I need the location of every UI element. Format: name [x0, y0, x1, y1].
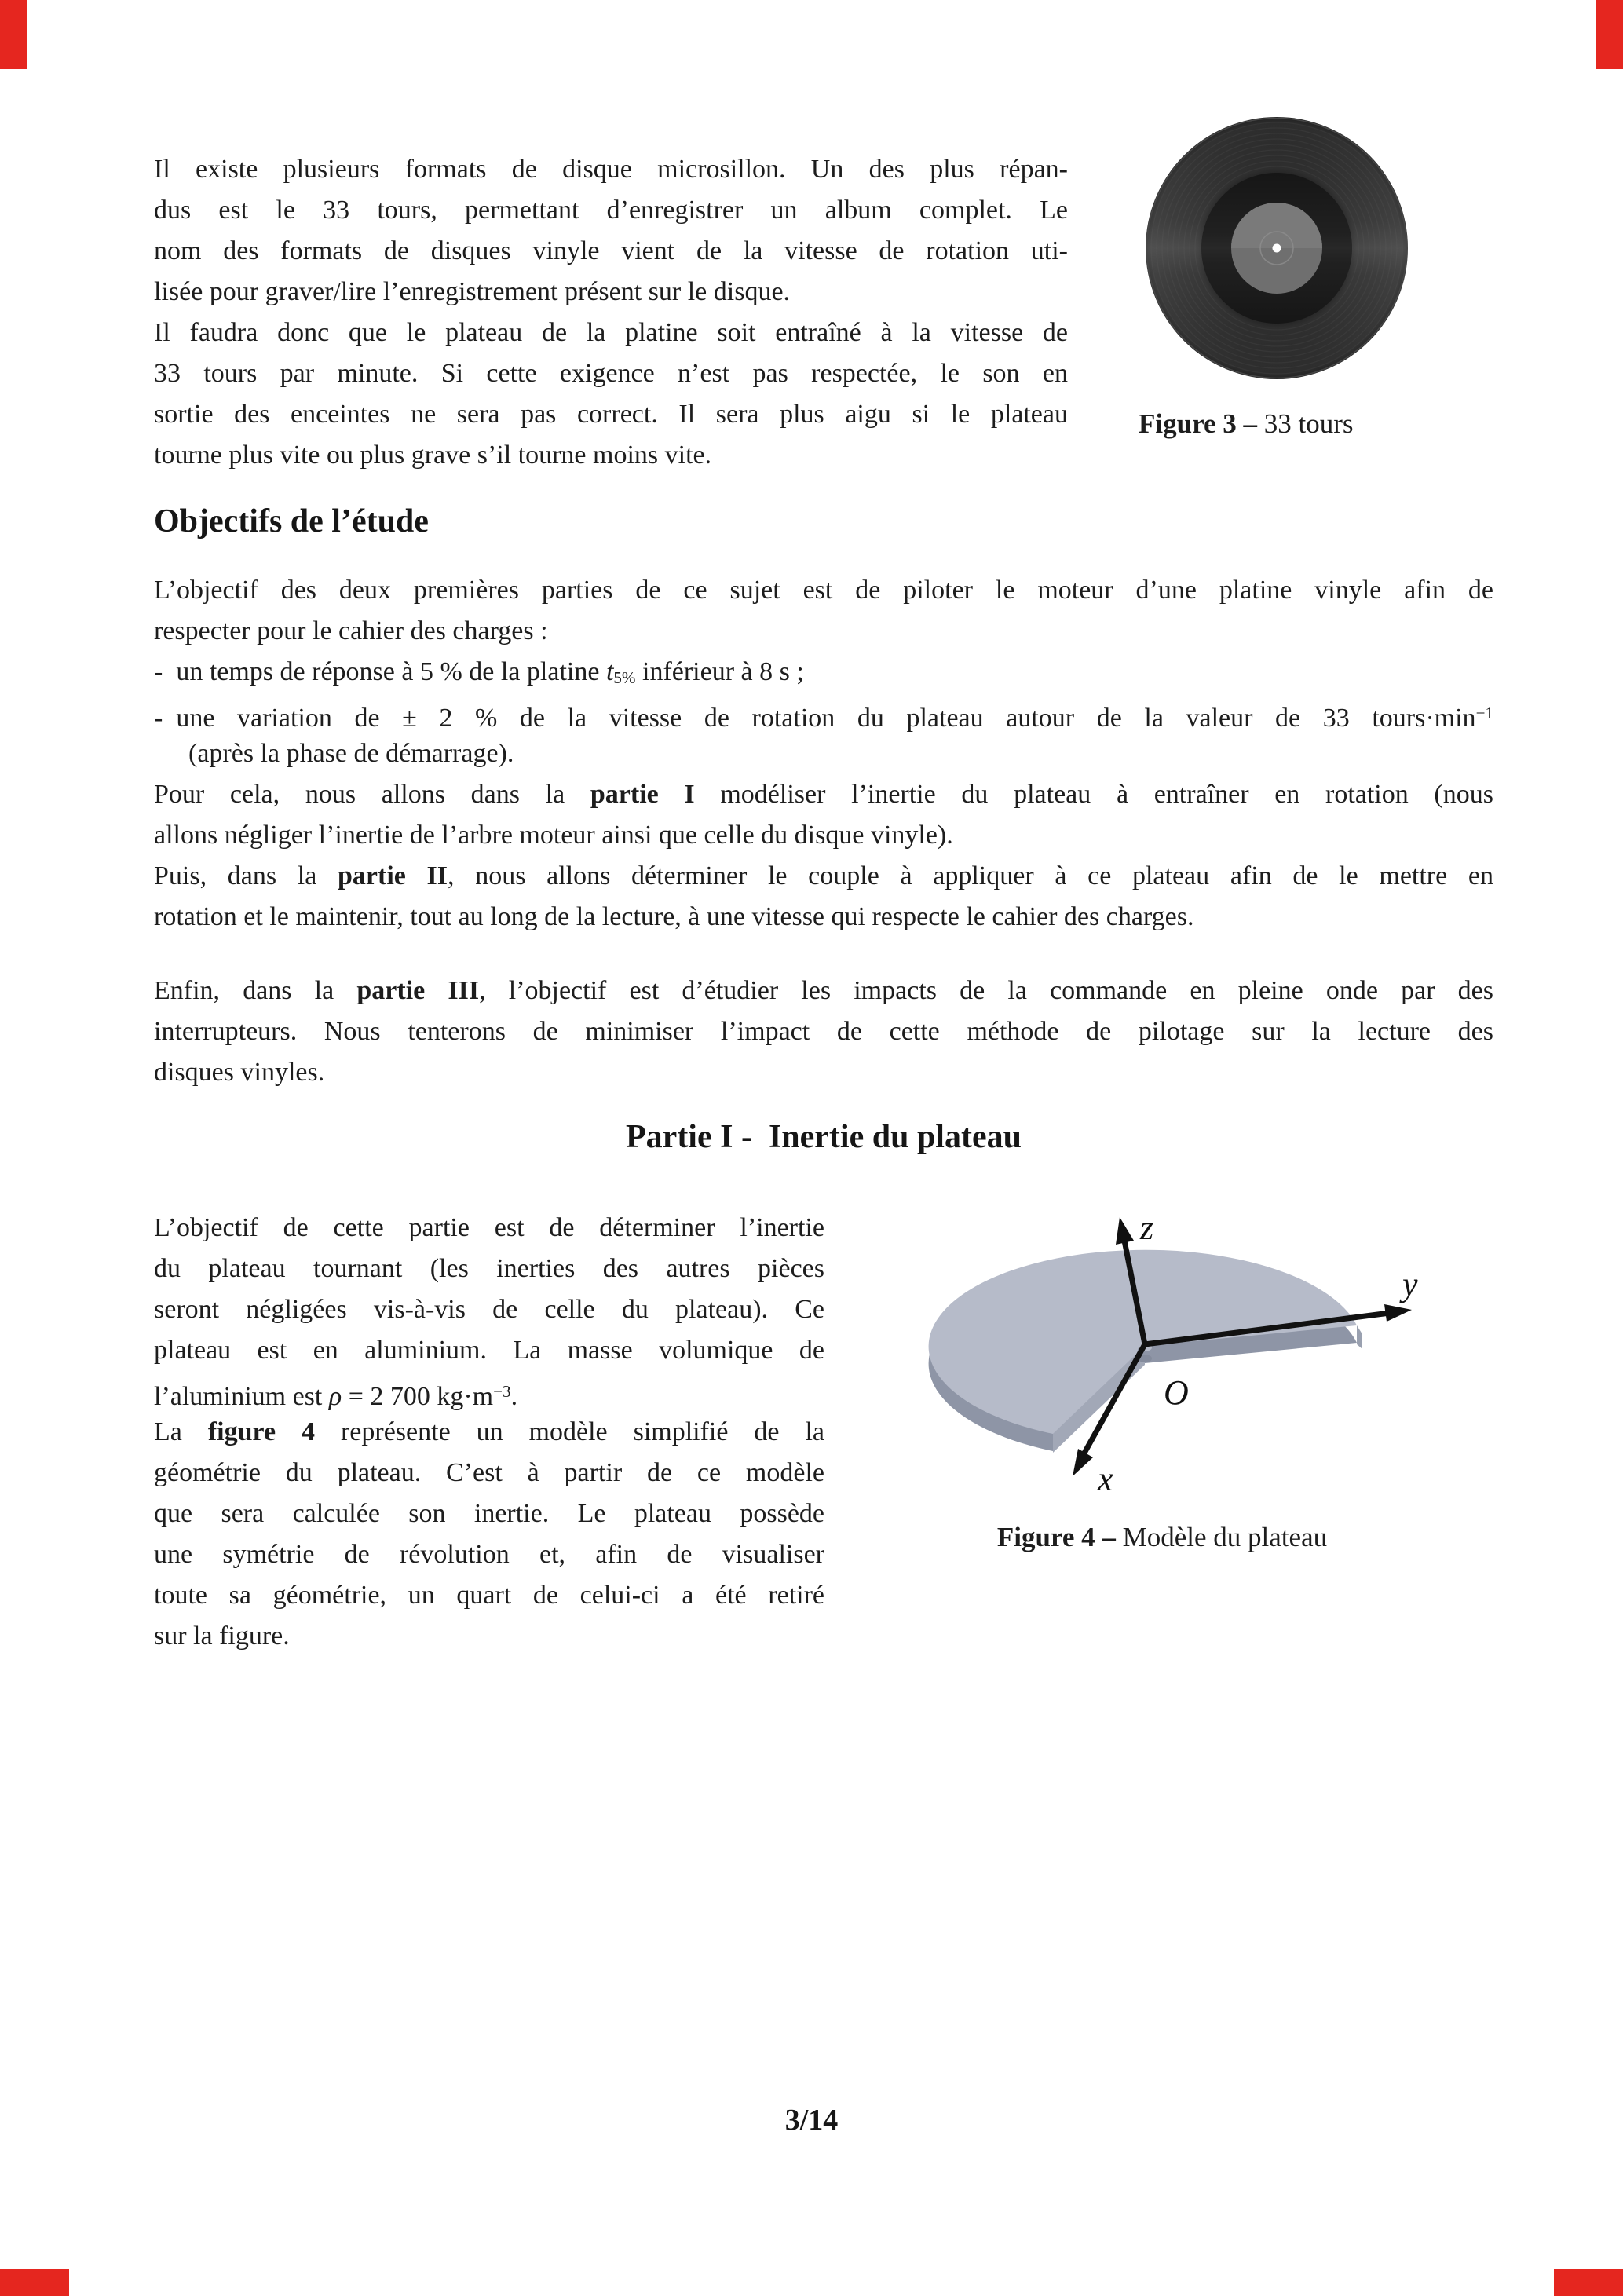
text-line: du plateau tournant (les inerties des autres pièces — [154, 1254, 824, 1283]
plateau-model-figure — [848, 1172, 1445, 1533]
text-line: La figure 4 représente un modèle simplifié de la — [154, 1417, 824, 1446]
corner-mark-bottom-right — [1554, 2269, 1623, 2296]
section-heading-partie1: Partie I - Inertie du plateau — [626, 1119, 1022, 1155]
y-axis-label: y — [1402, 1265, 1418, 1303]
text-line: 33 tours par minute. Si cette exigence n’est pas respectée, le son en — [154, 359, 1068, 388]
text-line: L’objectif de cette partie est de déterminer l’inertie — [154, 1213, 824, 1242]
text-line: disques vinyles. — [154, 1058, 325, 1087]
text-line: seront négligées vis-à-vis de celle du plateau). Ce — [154, 1295, 824, 1324]
text-line: sur la figure. — [154, 1621, 290, 1651]
text-line: Il existe plusieurs formats de disque microsillon. Un des plus répan- — [154, 155, 1068, 184]
vinyl-record-image — [1143, 115, 1410, 382]
figure4-caption-text: Modèle du plateau — [1115, 1522, 1328, 1552]
text-line: (après la phase de démarrage). — [188, 739, 514, 768]
intro-paragraph — [154, 149, 1068, 476]
z-axis-arrowhead — [1116, 1217, 1134, 1245]
text-line: Puis, dans la partie II, nous allons déterminer le couple à appliquer à ce plateau afin de le mettre en — [154, 861, 1493, 890]
text-line: sortie des enceintes ne sera pas correct. Il sera plus aigu si le plateau — [154, 400, 1068, 429]
text-line: tourne plus vite ou plus grave s’il tourne moins vite. — [154, 441, 712, 470]
text-line: Il faudra donc que le plateau de la platine soit entraîné à la vitesse de — [154, 318, 1068, 347]
page-number: 3/14 — [784, 2104, 839, 2137]
y-axis-arrowhead — [1384, 1304, 1412, 1322]
partie1-column-text — [154, 1208, 824, 1657]
text-line: rotation et le maintenir, tout au long de la lecture, à une vitesse qui respecte le cahier des charges. — [154, 902, 1194, 931]
figure4-caption — [864, 1522, 1460, 1553]
figure3-caption-label: Figure 3 – — [1139, 408, 1258, 439]
text-line: - une variation de ± 2 % de la vitesse de rotation du plateau autour de la valeur de 33 $tours\cdot\min^{-1}$ — [154, 704, 1493, 733]
text-line: - un temps de réponse à 5 % de la platine t5% inférieur à 8 s ; — [154, 657, 804, 687]
text-line: que sera calculée son inertie. Le plateau possède — [154, 1499, 824, 1528]
text-line: interrupteurs. Nous tenterons de minimiser l’impact de cette méthode de pilotage sur la lecture des — [154, 1017, 1493, 1046]
figure4-caption-label: Figure 4 – — [996, 1522, 1116, 1552]
x-axis-arrowhead — [1073, 1449, 1093, 1476]
origin-label: O — [1164, 1373, 1189, 1412]
text-line: Pour cela, nous allons dans la partie I modéliser l’inertie du plateau à entraîner en rotation (nous — [154, 780, 1493, 809]
objectifs-paragraphs — [154, 570, 1493, 1093]
corner-mark-top-right — [1596, 0, 1623, 69]
text-line: toute sa géométrie, un quart de celui-ci a été retiré — [154, 1581, 824, 1610]
figure3-caption — [1139, 408, 1354, 440]
text-line: allons négliger l’inertie de l’arbre moteur ainsi que celle du disque vinyle). — [154, 821, 953, 850]
text-line: plateau est en aluminium. La masse volumique de — [154, 1336, 824, 1365]
text-line: lisée pour graver/lire l’enregistrement présent sur le disque. — [154, 277, 791, 306]
section-heading-objectifs: Objectifs de l’étude — [154, 503, 429, 539]
text-line: nom des formats de disques vinyle vient de la vitesse de rotation uti- — [154, 236, 1068, 265]
x-axis-label: x — [1098, 1460, 1113, 1498]
text-line: l’aluminium est ρ = 2 700 $kg\cdot m^{-3}$. — [154, 1382, 518, 1412]
text-line: L’objectif des deux premières parties de ce sujet est de piloter le moteur d’une platine vinyle afin de — [154, 576, 1493, 605]
plateau-right-edge — [1357, 1325, 1362, 1349]
text-line: géométrie du plateau. C’est à partir de ce modèle — [154, 1458, 824, 1487]
corner-mark-top-left — [0, 0, 27, 69]
figure3-caption-text: 33 tours — [1257, 408, 1354, 439]
text-line: respecter pour le cahier des charges : — [154, 616, 548, 645]
text-line: dus est le 33 tours, permettant d’enregistrer un album complet. Le — [154, 196, 1068, 225]
text-line: Enfin, dans la partie III, l’objectif est d’étudier les impacts de la commande en pleine onde par des — [154, 976, 1493, 1005]
corner-mark-bottom-left — [0, 2269, 69, 2296]
vinyl-center-hole — [1273, 244, 1281, 253]
text-line: une symétrie de révolution et, afin de visualiser — [154, 1540, 824, 1569]
z-axis-label: z — [1140, 1208, 1154, 1247]
